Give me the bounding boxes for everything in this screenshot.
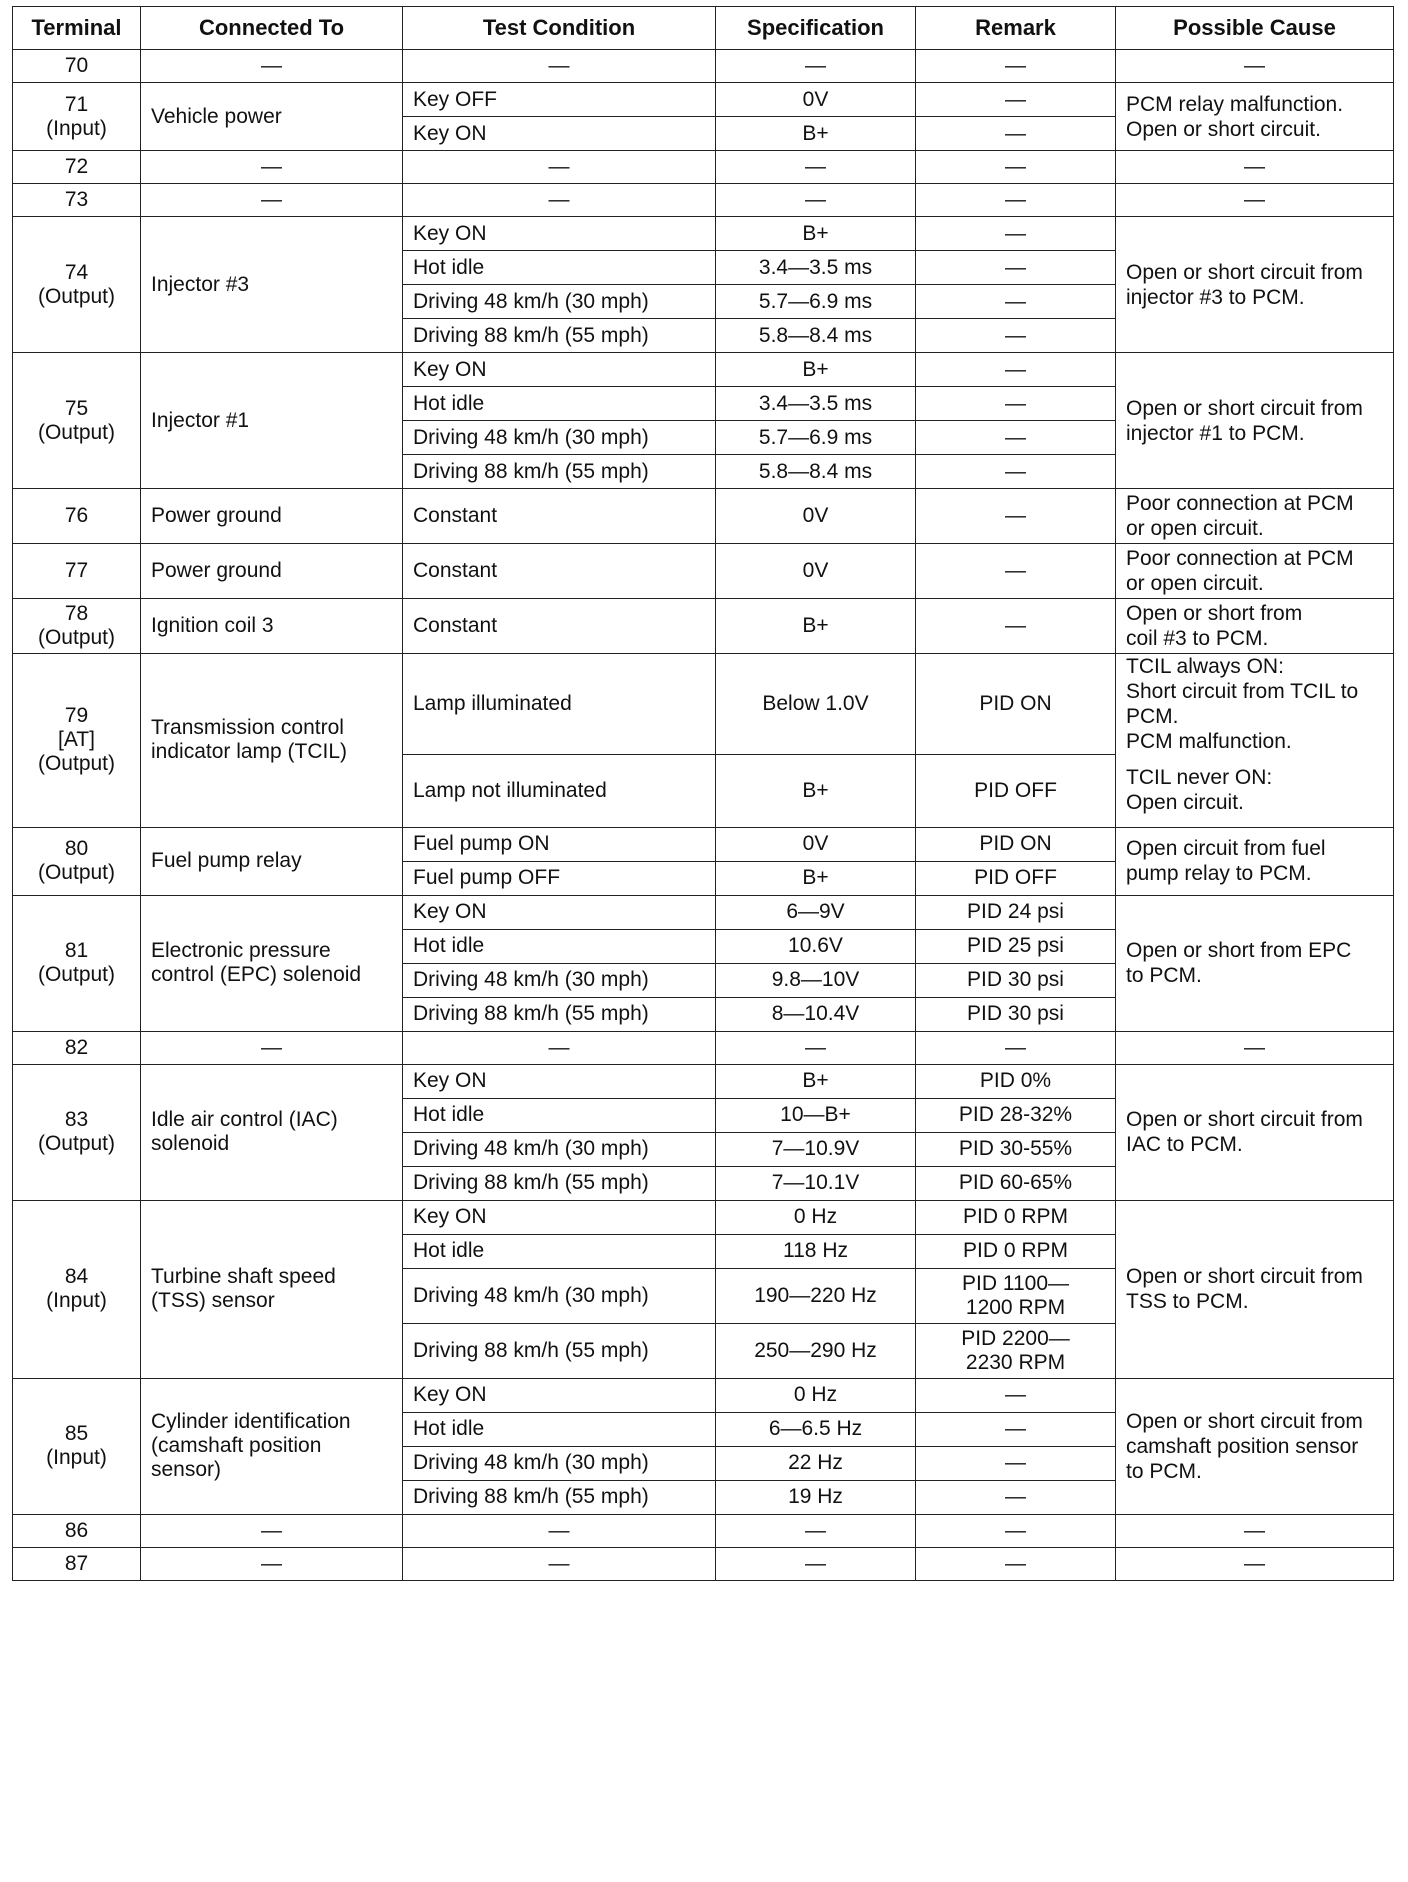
specification-cell: 5.8—8.4 ms [716, 455, 916, 489]
table-row [13, 83, 1394, 117]
test-condition-cell: Driving 48 km/h (30 mph) [403, 1446, 716, 1480]
possible-cause-cell: Open circuit from fuel pump relay to PCM. [1116, 827, 1394, 895]
dash-cell: — [141, 1514, 403, 1547]
connected-to-cell: Ignition coil 3 [141, 599, 403, 654]
possible-cause-cell: Open or short circuit from injector #3 to PCM. [1116, 217, 1394, 353]
table-row [13, 544, 1394, 599]
remark-cell: — [916, 387, 1116, 421]
dash-cell: — [716, 1547, 916, 1580]
test-condition-cell: Hot idle [403, 387, 716, 421]
test-condition-cell: Key ON [403, 117, 716, 151]
remark-cell: PID 30-55% [916, 1132, 1116, 1166]
possible-cause-cell: Open or short from coil #3 to PCM. [1116, 599, 1394, 654]
remark-cell: PID 0 RPM [916, 1234, 1116, 1268]
remark-cell: PID 28-32% [916, 1098, 1116, 1132]
specification-cell: 10—B+ [716, 1098, 916, 1132]
remark-cell: — [916, 117, 1116, 151]
remark-cell: PID OFF [916, 754, 1116, 827]
test-condition-cell: Key ON [403, 353, 716, 387]
remark-cell: — [916, 319, 1116, 353]
remark-cell: PID 30 psi [916, 963, 1116, 997]
terminal-cell: 77 [13, 544, 141, 599]
test-condition-cell: Fuel pump OFF [403, 861, 716, 895]
header-terminal: Terminal [13, 7, 141, 50]
remark-cell: — [916, 1378, 1116, 1412]
dash-cell: — [403, 151, 716, 184]
specification-cell: B+ [716, 1064, 916, 1098]
specification-cell: 7—10.9V [716, 1132, 916, 1166]
remark-cell: PID 60-65% [916, 1166, 1116, 1200]
possible-cause-cell: Poor connection at PCM or open circuit. [1116, 544, 1394, 599]
remark-cell: PID 24 psi [916, 895, 1116, 929]
specification-cell: 0 Hz [716, 1378, 916, 1412]
remark-cell: PID 1100— 1200 RPM [916, 1268, 1116, 1323]
remark-cell: — [916, 489, 1116, 544]
specification-cell: 0V [716, 544, 916, 599]
test-condition-cell: Key ON [403, 1064, 716, 1098]
dash-cell: — [716, 184, 916, 217]
terminal-cell: 73 [13, 184, 141, 217]
remark-cell: — [916, 217, 1116, 251]
dash-cell: — [716, 151, 916, 184]
test-condition-cell: Key OFF [403, 83, 716, 117]
terminal-cell: 76 [13, 489, 141, 544]
specification-cell: 0V [716, 489, 916, 544]
specification-cell: B+ [716, 117, 916, 151]
specification-cell: 10.6V [716, 929, 916, 963]
connected-to-cell: Vehicle power [141, 83, 403, 151]
specification-cell: 5.8—8.4 ms [716, 319, 916, 353]
table-row [13, 184, 1394, 217]
test-condition-cell: Key ON [403, 1378, 716, 1412]
header-row [13, 7, 1394, 50]
possible-cause-cell: TCIL always ON: Short circuit from TCIL to PCM. PCM malfunction. [1116, 654, 1394, 755]
specification-cell: 3.4—3.5 ms [716, 251, 916, 285]
terminal-cell: 86 [13, 1514, 141, 1547]
possible-cause-cell: Open or short from EPC to PCM. [1116, 895, 1394, 1031]
remark-cell: — [916, 599, 1116, 654]
table-row [13, 353, 1394, 387]
table-row [13, 1514, 1394, 1547]
specification-cell: 0V [716, 83, 916, 117]
specification-cell: 5.7—6.9 ms [716, 285, 916, 319]
terminal-cell: 80 (Output) [13, 827, 141, 895]
specification-cell: B+ [716, 754, 916, 827]
pcm-terminal-table [12, 6, 1394, 1581]
possible-cause-cell: Open or short circuit from injector #1 to PCM. [1116, 353, 1394, 489]
terminal-cell: 71 (Input) [13, 83, 141, 151]
remark-cell: PID ON [916, 827, 1116, 861]
specification-cell: B+ [716, 599, 916, 654]
remark-cell: — [916, 83, 1116, 117]
test-condition-cell: Driving 48 km/h (30 mph) [403, 421, 716, 455]
specification-cell: 3.4—3.5 ms [716, 387, 916, 421]
possible-cause-cell: Open or short circuit from camshaft position sensor to PCM. [1116, 1378, 1394, 1514]
specification-cell: 190—220 Hz [716, 1268, 916, 1323]
test-condition-cell: Key ON [403, 1200, 716, 1234]
remark-cell: — [916, 285, 1116, 319]
dash-cell: — [141, 1031, 403, 1064]
remark-cell: PID 2200— 2230 RPM [916, 1323, 1116, 1378]
table-row [13, 151, 1394, 184]
dash-cell: — [716, 1514, 916, 1547]
specification-cell: 0V [716, 827, 916, 861]
specification-cell: B+ [716, 217, 916, 251]
remark-cell: — [916, 421, 1116, 455]
test-condition-cell: Driving 88 km/h (55 mph) [403, 1166, 716, 1200]
header-connected-to: Connected To [141, 7, 403, 50]
test-condition-cell: Driving 48 km/h (30 mph) [403, 1132, 716, 1166]
specification-cell: 0 Hz [716, 1200, 916, 1234]
specification-cell: 22 Hz [716, 1446, 916, 1480]
dash-cell: — [141, 50, 403, 83]
specification-cell: 8—10.4V [716, 997, 916, 1031]
specification-cell: 6—6.5 Hz [716, 1412, 916, 1446]
remark-cell: PID OFF [916, 861, 1116, 895]
dash-cell: — [916, 184, 1116, 217]
remark-cell: — [916, 251, 1116, 285]
dash-cell: — [1116, 1031, 1394, 1064]
terminal-cell: 74 (Output) [13, 217, 141, 353]
remark-cell: — [916, 353, 1116, 387]
remark-cell: PID ON [916, 654, 1116, 755]
table-row [13, 1378, 1394, 1412]
test-condition-cell: Constant [403, 599, 716, 654]
table-row [13, 217, 1394, 251]
terminal-cell: 81 (Output) [13, 895, 141, 1031]
possible-cause-cell: TCIL never ON: Open circuit. [1116, 754, 1394, 827]
test-condition-cell: Driving 88 km/h (55 mph) [403, 1323, 716, 1378]
test-condition-cell: Hot idle [403, 1412, 716, 1446]
dash-cell: — [1116, 1547, 1394, 1580]
connected-to-cell: Turbine shaft speed (TSS) sensor [141, 1200, 403, 1378]
connected-to-cell: Transmission control indicator lamp (TCIL) [141, 654, 403, 828]
terminal-cell: 70 [13, 50, 141, 83]
table-body [13, 50, 1394, 1581]
test-condition-cell: Lamp illuminated [403, 654, 716, 755]
table-row [13, 1200, 1394, 1234]
remark-cell: PID 0% [916, 1064, 1116, 1098]
dash-cell: — [716, 50, 916, 83]
connected-to-cell: Power ground [141, 489, 403, 544]
terminal-cell: 82 [13, 1031, 141, 1064]
table-row [13, 1547, 1394, 1580]
dash-cell: — [916, 1547, 1116, 1580]
possible-cause-cell: Open or short circuit from TSS to PCM. [1116, 1200, 1394, 1378]
dash-cell: — [916, 151, 1116, 184]
test-condition-cell: Key ON [403, 217, 716, 251]
test-condition-cell: Hot idle [403, 251, 716, 285]
dash-cell: — [403, 184, 716, 217]
specification-cell: Below 1.0V [716, 654, 916, 755]
test-condition-cell: Hot idle [403, 929, 716, 963]
dash-cell: — [141, 1547, 403, 1580]
remark-cell: PID 30 psi [916, 997, 1116, 1031]
remark-cell: — [916, 1480, 1116, 1514]
terminal-cell: 79 [AT] (Output) [13, 654, 141, 828]
remark-cell: — [916, 1446, 1116, 1480]
dash-cell: — [916, 1514, 1116, 1547]
table-row [13, 654, 1394, 755]
test-condition-cell: Hot idle [403, 1234, 716, 1268]
test-condition-cell: Hot idle [403, 1098, 716, 1132]
specification-cell: 6—9V [716, 895, 916, 929]
test-condition-cell: Driving 88 km/h (55 mph) [403, 997, 716, 1031]
test-condition-cell: Key ON [403, 895, 716, 929]
specification-cell: 9.8—10V [716, 963, 916, 997]
dash-cell: — [141, 151, 403, 184]
connected-to-cell: Cylinder identification (camshaft position sensor) [141, 1378, 403, 1514]
possible-cause-cell: Poor connection at PCM or open circuit. [1116, 489, 1394, 544]
terminal-cell: 85 (Input) [13, 1378, 141, 1514]
test-condition-cell: Driving 88 km/h (55 mph) [403, 455, 716, 489]
dash-cell: — [1116, 151, 1394, 184]
remark-cell: — [916, 1412, 1116, 1446]
terminal-cell: 78 (Output) [13, 599, 141, 654]
dash-cell: — [403, 50, 716, 83]
table-row [13, 1064, 1394, 1098]
terminal-cell: 72 [13, 151, 141, 184]
terminal-cell: 83 (Output) [13, 1064, 141, 1200]
test-condition-cell: Driving 48 km/h (30 mph) [403, 1268, 716, 1323]
specification-cell: 7—10.1V [716, 1166, 916, 1200]
table-row [13, 827, 1394, 861]
table-row [13, 599, 1394, 654]
connected-to-cell: Fuel pump relay [141, 827, 403, 895]
terminal-cell: 84 (Input) [13, 1200, 141, 1378]
possible-cause-cell: Open or short circuit from IAC to PCM. [1116, 1064, 1394, 1200]
connected-to-cell: Electronic pressure control (EPC) solenoid [141, 895, 403, 1031]
test-condition-cell: Lamp not illuminated [403, 754, 716, 827]
table-row [13, 1031, 1394, 1064]
dash-cell: — [1116, 50, 1394, 83]
test-condition-cell: Fuel pump ON [403, 827, 716, 861]
dash-cell: — [1116, 1514, 1394, 1547]
connected-to-cell: Power ground [141, 544, 403, 599]
remark-cell: — [916, 455, 1116, 489]
table-row [13, 489, 1394, 544]
dash-cell: — [716, 1031, 916, 1064]
connected-to-cell: Injector #1 [141, 353, 403, 489]
dash-cell: — [916, 1031, 1116, 1064]
header-remark: Remark [916, 7, 1116, 50]
test-condition-cell: Driving 48 km/h (30 mph) [403, 285, 716, 319]
specification-cell: B+ [716, 353, 916, 387]
specification-cell: 250—290 Hz [716, 1323, 916, 1378]
test-condition-cell: Driving 48 km/h (30 mph) [403, 963, 716, 997]
remark-cell: PID 25 psi [916, 929, 1116, 963]
dash-cell: — [1116, 184, 1394, 217]
remark-cell: PID 0 RPM [916, 1200, 1116, 1234]
remark-cell: — [916, 544, 1116, 599]
specification-cell: 19 Hz [716, 1480, 916, 1514]
header-specification: Specification [716, 7, 916, 50]
connected-to-cell: Idle air control (IAC) solenoid [141, 1064, 403, 1200]
header-test-condition: Test Condition [403, 7, 716, 50]
dash-cell: — [403, 1547, 716, 1580]
table-row [13, 50, 1394, 83]
table-row [13, 895, 1394, 929]
specification-cell: 5.7—6.9 ms [716, 421, 916, 455]
dash-cell: — [141, 184, 403, 217]
test-condition-cell: Driving 88 km/h (55 mph) [403, 1480, 716, 1514]
specification-cell: B+ [716, 861, 916, 895]
specification-cell: 118 Hz [716, 1234, 916, 1268]
header-possible-cause: Possible Cause [1116, 7, 1394, 50]
dash-cell: — [403, 1031, 716, 1064]
dash-cell: — [403, 1514, 716, 1547]
connected-to-cell: Injector #3 [141, 217, 403, 353]
test-condition-cell: Constant [403, 489, 716, 544]
test-condition-cell: Constant [403, 544, 716, 599]
dash-cell: — [916, 50, 1116, 83]
terminal-cell: 75 (Output) [13, 353, 141, 489]
possible-cause-cell: PCM relay malfunction. Open or short circuit. [1116, 83, 1394, 151]
test-condition-cell: Driving 88 km/h (55 mph) [403, 319, 716, 353]
terminal-cell: 87 [13, 1547, 141, 1580]
